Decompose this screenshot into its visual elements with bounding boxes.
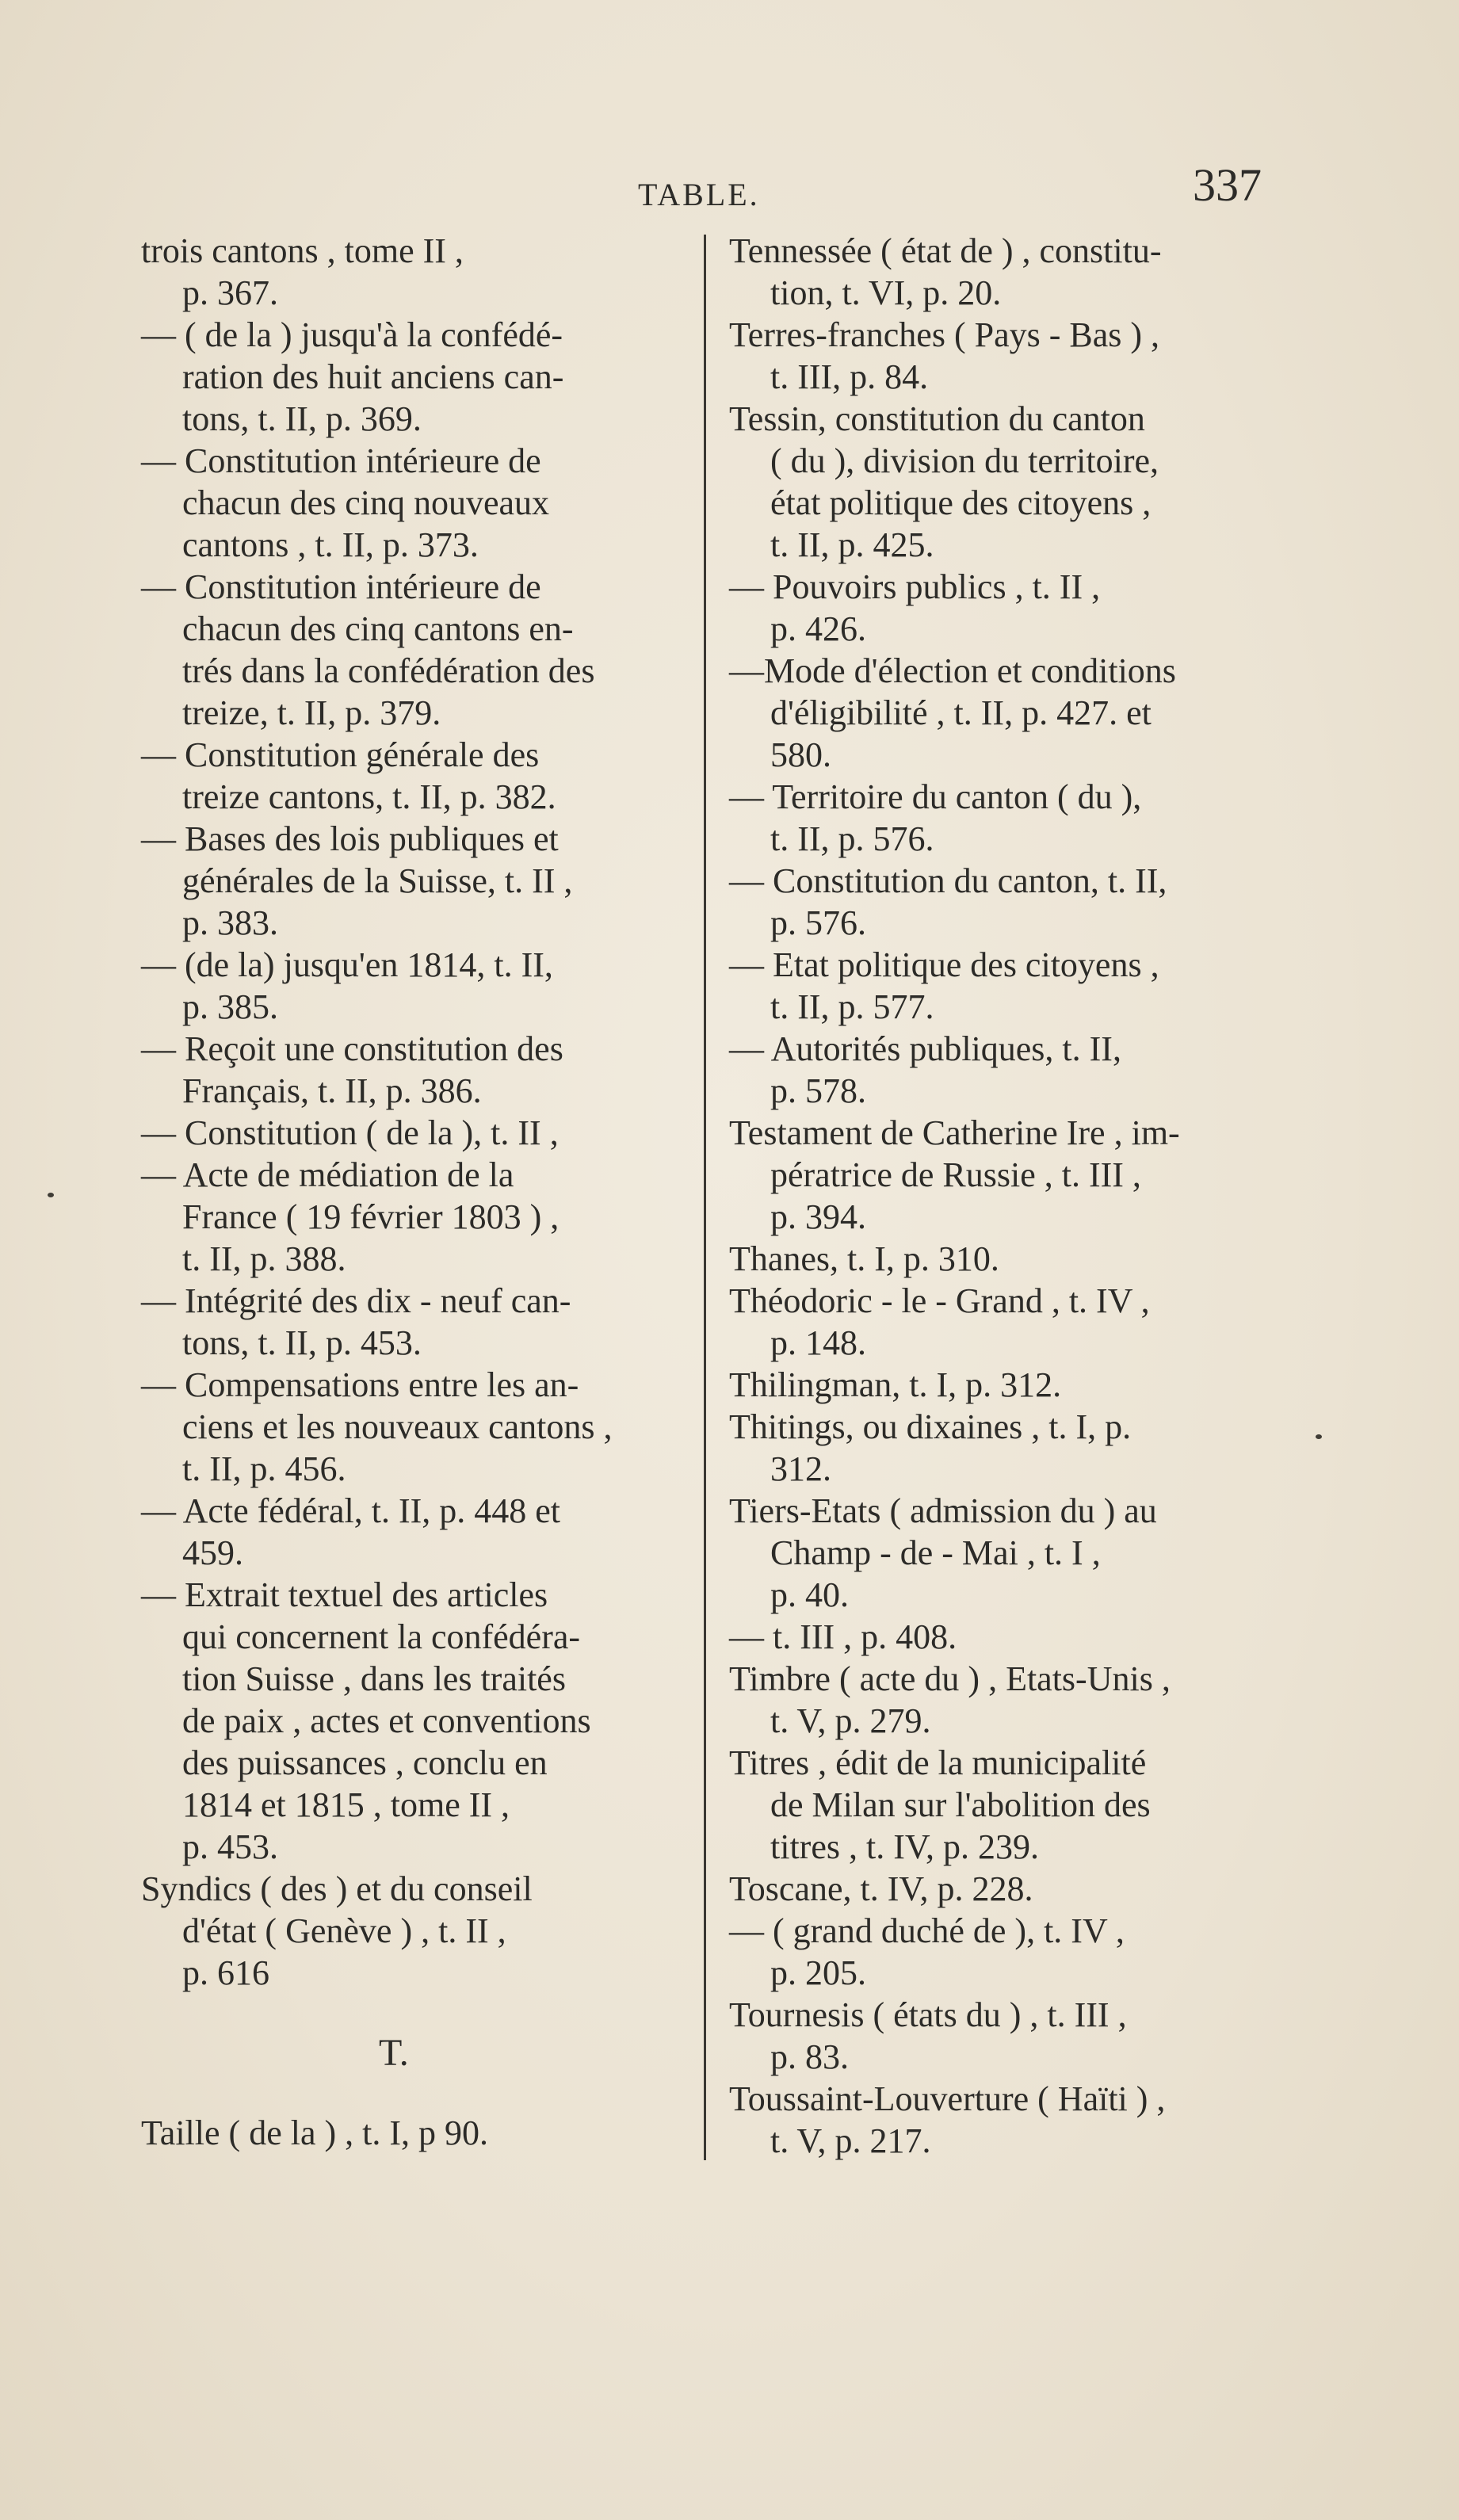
index-entry-line: — ( grand duché de ), t. IV , (729, 1911, 1125, 1950)
index-entry-line: trés dans la confédération des (182, 651, 595, 690)
index-entry-line: Tournesis ( états du ) , t. III , (729, 1995, 1127, 2034)
index-entry-line: ciens et les nouveaux cantons , (182, 1407, 613, 1446)
index-entry-line: — Compensations entre les an- (141, 1365, 579, 1404)
ink-speck (1316, 1434, 1322, 1439)
index-entry-line: — Constitution du canton, t. II, (729, 861, 1167, 900)
index-entry-line: Terres-franches ( Pays - Bas ) , (729, 315, 1160, 354)
index-entry-line: Taille ( de la ) , t. I, p 90. (141, 2113, 489, 2152)
index-entry-line: — Extrait textuel des articles (141, 1575, 548, 1614)
index-entry-line: p. 40. (770, 1575, 849, 1614)
index-entry-line: des puissances , conclu en (182, 1743, 548, 1782)
index-entry-line: — (de la) jusqu'en 1814, t. II, (141, 945, 553, 984)
index-entry-line: Tiers-Etats ( admission du ) au (729, 1491, 1157, 1530)
running-header: TABLE. (638, 177, 760, 212)
index-entry-line: — ( de la ) jusqu'à la confédé- (141, 315, 563, 354)
index-entry-line: — Constitution intérieure de (141, 441, 541, 480)
index-entry-line: p. 83. (770, 2037, 849, 2076)
index-entry-line: chacun des cinq nouveaux (182, 483, 550, 522)
ink-speck (48, 1193, 54, 1197)
index-entry-line: titres , t. IV, p. 239. (770, 1827, 1039, 1866)
index-entry-line: t. V, p. 279. (770, 1701, 931, 1740)
index-entry-line: t. II, p. 576. (770, 819, 934, 858)
index-entry-line: p. 453. (182, 1827, 278, 1866)
index-entry-line: Syndics ( des ) et du conseil (141, 1869, 533, 1908)
index-entry-line: 1814 et 1815 , tome II , (182, 1785, 510, 1824)
left-column (141, 230, 688, 2154)
index-entry-line: —Mode d'élection et conditions (729, 651, 1176, 690)
index-entry-line: 580. (770, 735, 831, 774)
index-entry-line: — Acte de médiation de la (141, 1155, 514, 1194)
index-entry-line: — Reçoit une constitution des (141, 1029, 563, 1068)
index-entry-line: — Autorités publiques, t. II, (729, 1029, 1121, 1068)
index-entry-line: d'état ( Genève ) , t. II , (182, 1911, 506, 1950)
index-entry-line: de paix , actes et conventions (182, 1701, 591, 1740)
index-entry-line: tion Suisse , dans les traités (182, 1659, 566, 1698)
index-entry-line: t. V, p. 217. (770, 2121, 931, 2160)
index-entry-line: Thanes, t. I, p. 310. (729, 1239, 999, 1278)
index-entry-line: 459. (182, 1533, 243, 1572)
index-entry-line: cantons , t. II, p. 373. (182, 525, 479, 564)
index-entry-line: — Pouvoirs publics , t. II , (729, 567, 1101, 606)
index-entry-line: — Bases des lois publiques et (141, 819, 559, 858)
index-entry-line: Titres , édit de la municipalité (729, 1743, 1147, 1782)
index-entry-line: t. II, p. 388. (182, 1239, 346, 1278)
index-entry-line: treize, t. II, p. 379. (182, 693, 441, 732)
section-letter: T. (379, 2032, 409, 2074)
index-entry-line: — Territoire du canton ( du ), (729, 777, 1142, 816)
index-entry-line: p. 367. (182, 273, 278, 312)
index-entry-line: p. 205. (770, 1953, 866, 1992)
index-entry-line: d'éligibilité , t. II, p. 427. et (770, 693, 1152, 732)
index-entry-line: t. II, p. 456. (182, 1449, 346, 1488)
index-entry-line: p. 426. (770, 609, 866, 648)
index-entry-line: tion, t. VI, p. 20. (770, 273, 1002, 312)
index-entry-line: t. II, p. 425. (770, 525, 934, 564)
index-entry-line: Tennessée ( état de ) , constitu- (729, 231, 1162, 270)
index-entry-line: Timbre ( acte du ) , Etats-Unis , (729, 1659, 1171, 1698)
index-entry-line: p. 385. (182, 987, 278, 1026)
index-entry-line: — Acte fédéral, t. II, p. 448 et (141, 1491, 561, 1530)
index-entry-line: chacun des cinq cantons en- (182, 609, 574, 648)
index-entry-line: p. 616 (182, 1953, 269, 1992)
index-entry-line: ration des huit anciens can- (182, 357, 564, 396)
index-entry-line: tons, t. II, p. 369. (182, 399, 422, 438)
index-entry-line: treize cantons, t. II, p. 382. (182, 777, 556, 816)
index-entry-line: Champ - de - Mai , t. I , (770, 1533, 1101, 1572)
section-spacer (141, 1994, 688, 2032)
index-entry-line: — Constitution intérieure de (141, 567, 541, 606)
index-entry-line: Thitings, ou dixaines , t. I, p. (729, 1407, 1132, 1446)
right-column (729, 230, 1284, 2162)
index-entry-line: p. 394. (770, 1197, 866, 1236)
index-entry-line: Tessin, constitution du canton (729, 399, 1145, 438)
index-entry-line: — Intégrité des dix - neuf can- (141, 1281, 571, 1320)
index-entry-line: t. II, p. 577. (770, 987, 934, 1026)
index-entry-line: Toussaint-Louverture ( Haïti ) , (729, 2079, 1166, 2118)
index-entry-line: 312. (770, 1449, 831, 1488)
index-entry-line: Thilingman, t. I, p. 312. (729, 1365, 1062, 1404)
index-entry-line: trois cantons , tome II , (141, 231, 464, 270)
index-entry-line: p. 578. (770, 1071, 866, 1110)
index-entry-line: ( du ), division du territoire, (770, 441, 1159, 480)
column-divider (704, 235, 706, 2160)
index-entry-line: Français, t. II, p. 386. (182, 1071, 482, 1110)
index-entry-line: qui concernent la confédéra- (182, 1617, 581, 1656)
index-entry-line: générales de la Suisse, t. II , (182, 861, 573, 900)
index-entry-line: de Milan sur l'abolition des (770, 1785, 1151, 1824)
index-entry-line: p. 148. (770, 1323, 866, 1362)
index-entry-line: Toscane, t. IV, p. 228. (729, 1869, 1033, 1908)
index-entry-line: état politique des citoyens , (770, 483, 1152, 522)
index-entry-line: — t. III , p. 408. (729, 1617, 957, 1656)
index-entry-line: p. 576. (770, 903, 866, 942)
index-entry-line: p. 383. (182, 903, 278, 942)
index-entry-line: France ( 19 février 1803 ) , (182, 1197, 560, 1236)
index-entry-line: Théodoric - le - Grand , t. IV , (729, 1281, 1150, 1320)
index-entry-line: — Etat politique des citoyens , (729, 945, 1159, 984)
index-entry-line: — Constitution générale des (141, 735, 540, 774)
index-entry-line: t. III, p. 84. (770, 357, 929, 396)
page-number: 337 (1193, 159, 1262, 211)
index-entry-line: pératrice de Russie , t. III , (770, 1155, 1141, 1194)
section-spacer (141, 2074, 688, 2112)
index-entry-line: tons, t. II, p. 453. (182, 1323, 422, 1362)
index-entry-line: Testament de Catherine Ire , im- (729, 1113, 1180, 1152)
index-entry-line: — Constitution ( de la ), t. II , (141, 1113, 559, 1152)
